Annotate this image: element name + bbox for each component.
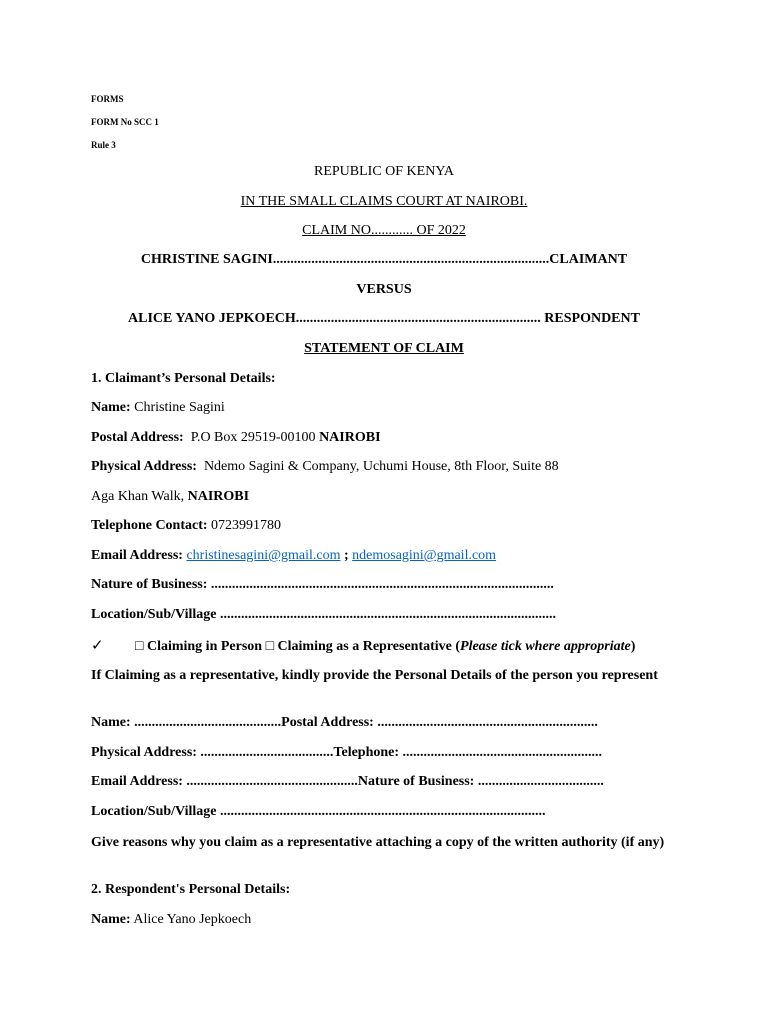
respondent-name-row — [91, 912, 251, 928]
rep-physical-phone-line: Physical Address: ......................................Telephone: ......................................................... — [91, 745, 603, 760]
respondent-name-value: Alice Yano Jepkoech — [130, 912, 252, 927]
email-separator: ; — [340, 548, 353, 563]
statement-heading: STATEMENT OF CLAIM — [304, 341, 464, 356]
representative-reasons: Give reasons why you claim as a representative attaching a copy of the written authority (if any) — [91, 835, 665, 850]
email-link-1[interactable]: christinesagini@gmail.com — [186, 548, 341, 563]
claimant-name-value: Christine Sagini — [130, 400, 225, 415]
claiming-options[interactable]: □ Claiming in Person □ Claiming as a Representative ( — [135, 639, 461, 654]
postal-city: NAIROBI — [319, 430, 381, 445]
respondent-party-line: ALICE YANO JEPKOECH...................................................................... RESPONDENT — [128, 311, 640, 326]
postal-value: P.O Box 29519-00100 — [183, 430, 320, 445]
form-number: FORM No SCC 1 — [91, 117, 159, 127]
name-label: Name: — [91, 400, 131, 415]
claimant-email-row — [91, 548, 496, 564]
rep-name-postal-line: Name: ..........................................Postal Address: ............................................................... — [91, 715, 598, 730]
physical-city: NAIROBI — [187, 489, 250, 504]
claim-number: CLAIM NO............ OF 2022 — [302, 223, 466, 238]
email-link-2[interactable]: ndemosagini@gmail.com — [352, 548, 497, 563]
forms-label: FORMS — [91, 94, 124, 104]
rep-location-line: Location/Sub/Village ............................................................................................. — [91, 804, 546, 819]
rep-email-business-line: Email Address: .................................................Nature of Business: .................................... — [91, 774, 604, 789]
respondent-section-heading: 2. Respondent's Personal Details: — [91, 882, 291, 897]
phone-value: 0723991780 — [207, 518, 282, 533]
physical-value: Ndemo Sagini & Company, Uchumi House, 8th Floor, Suite 88 — [196, 459, 559, 474]
claiming-row — [91, 636, 635, 655]
claimant-section-heading: 1. Claimant’s Personal Details: — [91, 371, 276, 386]
respondent-name-label: Name: — [91, 912, 131, 927]
claiming-note: Please tick where appropriate — [460, 639, 631, 654]
republic-heading: REPUBLIC OF KENYA — [313, 164, 454, 179]
claimant-postal-row — [91, 430, 381, 446]
location-line: Location/Sub/Village ................................................................................................ — [91, 607, 557, 622]
claimant-name-row — [91, 400, 225, 416]
physical-label: Physical Address: — [91, 459, 197, 474]
email-label: Email Address: — [91, 548, 183, 563]
business-line: Nature of Business: .................................................................................................. — [91, 577, 554, 592]
rule-label: Rule 3 — [91, 140, 116, 150]
claiming-close: ) — [630, 639, 636, 654]
physical-cont: Aga Khan Walk, — [91, 489, 188, 504]
checkmark-icon: ✓ — [91, 636, 104, 654]
postal-label: Postal Address: — [91, 430, 184, 445]
representative-instruction: If Claiming as a representative, kindly provide the Personal Details of the person you represent — [91, 668, 658, 683]
claimant-physical-row — [91, 459, 559, 475]
claimant-physical-cont-row — [91, 489, 249, 505]
court-heading: IN THE SMALL CLAIMS COURT AT NAIROBI. — [240, 194, 528, 209]
claimant-party-line: CHRISTINE SAGINI...............................................................................CLAIMANT — [140, 252, 628, 267]
versus-label: VERSUS — [356, 282, 412, 297]
claimant-phone-row — [91, 518, 281, 534]
phone-label: Telephone Contact: — [91, 518, 208, 533]
